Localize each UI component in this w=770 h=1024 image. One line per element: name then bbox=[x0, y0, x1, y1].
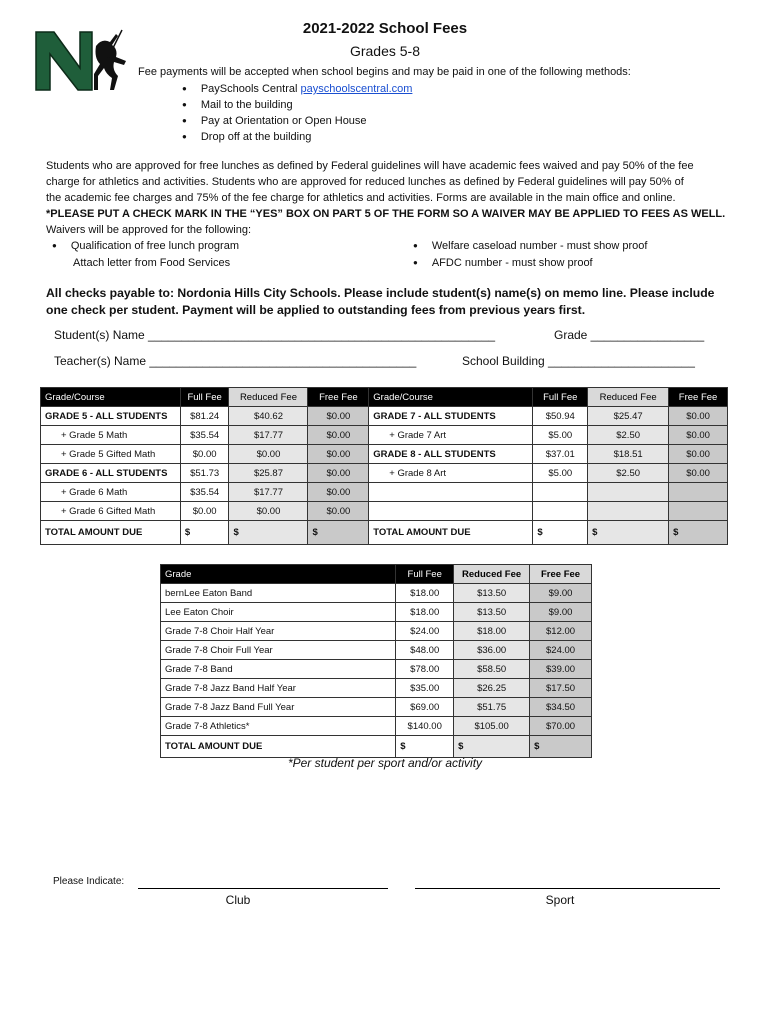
waiver-list-right bbox=[413, 238, 647, 272]
payschools-link[interactable]: payschoolscentral.com bbox=[300, 83, 413, 95]
grade-field[interactable]: Grade _________________ bbox=[554, 328, 705, 342]
waiver-item: ● AFDC number - must show proof bbox=[413, 255, 647, 272]
indicate-label: Please Indicate: bbox=[53, 876, 125, 887]
student-name-field[interactable]: Student(s) Name ____________________________________________________ bbox=[54, 328, 496, 342]
table-row: + Grade 6 Math $35.54 $17.77 $0.00 bbox=[41, 483, 728, 502]
total-row: TOTAL AMOUNT DUE $ $ $ TOTAL AMOUNT DUE $ $ $ bbox=[41, 521, 728, 545]
total-free-input[interactable]: $ bbox=[530, 736, 592, 758]
table-row: GRADE 6 - ALL STUDENTS $51.73 $25.87 $0.00 + Grade 8 Art $5.00 $2.50 $0.00 bbox=[41, 464, 728, 483]
table-row: bernLee Eaton Band $18.00 $13.50 $9.00 bbox=[161, 584, 592, 603]
per-student-note: *Per student per sport and/or activity bbox=[287, 756, 483, 770]
school-logo bbox=[34, 28, 138, 94]
table-row: Grade 7-8 Band $78.00 $58.50 $39.00 bbox=[161, 660, 592, 679]
checks-notice: All checks payable to: Nordonia Hills City Schools. Please include student(s) name(s) on memo line. Please include one check per student. Payment will be applied to outstanding fees from previous years first. bbox=[46, 286, 715, 317]
sport-label: Sport bbox=[545, 893, 575, 907]
table-row: + Grade 5 Math $35.54 $17.77 $0.00 + Grade 7 Art $5.00 $2.50 $0.00 bbox=[41, 426, 728, 445]
total-reduced-input[interactable]: $ bbox=[229, 521, 308, 545]
table-row: GRADE 5 - ALL STUDENTS $81.24 $40.62 $0.00 GRADE 7 - ALL STUDENTS $50.94 $25.47 $0.00 bbox=[41, 407, 728, 426]
total-full-input[interactable]: $ bbox=[180, 521, 229, 545]
waiver-list-left bbox=[52, 238, 239, 271]
table-header: Grade/Course Full Fee Reduced Fee Free Fee Grade/Course Full Fee Reduced Fee Free Fee bbox=[41, 388, 728, 407]
method-item: ● Drop off at the building bbox=[182, 129, 412, 145]
payment-methods bbox=[182, 81, 412, 145]
method-item: ● Pay at Orientation or Open House bbox=[182, 113, 412, 129]
school-building-field[interactable]: School Building ______________________ bbox=[462, 354, 695, 368]
sport-line[interactable] bbox=[415, 888, 720, 889]
club-label: Club bbox=[225, 893, 251, 907]
payment-intro: Fee payments will be accepted when school begins and may be paid in one of the following methods: bbox=[138, 66, 631, 78]
method-item: ● PaySchools Central payschoolscentral.com bbox=[182, 81, 412, 97]
waiver-item: ● Qualification of free lunch program bbox=[52, 238, 239, 255]
total-reduced-input[interactable]: $ bbox=[588, 521, 669, 545]
total-free-input[interactable]: $ bbox=[669, 521, 728, 545]
table-row: Grade 7-8 Jazz Band Half Year $35.00 $26.25 $17.50 bbox=[161, 679, 592, 698]
policy-paragraph: Students who are approved for free lunches as defined by Federal guidelines will have academic fees waived and pay 50% of the fee charge for athletics and activities. Students who are approved for reduced lunches as defined by Federal guidelines will pay 50% of the academic fee charges and 75% of the fee charge for athletics and activities. Forms are available in the main office and online. *PLEASE PUT A CHECK MARK IN THE “YES” BOX ON PART 5 OF THE FORM SO A WAIVER MAY BE APPLIED TO FEES AS WELL. Waivers will be approved for the following: bbox=[46, 160, 726, 236]
table-row: Grade 7-8 Choir Full Year $48.00 $36.00 $24.00 bbox=[161, 641, 592, 660]
total-row: TOTAL AMOUNT DUE $ $ $ bbox=[161, 736, 592, 758]
teacher-name-field[interactable]: Teacher(s) Name ________________________________________ bbox=[54, 354, 417, 368]
grade-fees-table bbox=[40, 387, 728, 545]
method-item: ● Mail to the building bbox=[182, 97, 412, 113]
table-row: + Grade 6 Gifted Math $0.00 $0.00 $0.00 bbox=[41, 502, 728, 521]
waiver-item: ● Welfare caseload number - must show proof bbox=[413, 238, 647, 255]
table-row: Grade 7-8 Choir Half Year $24.00 $18.00 $12.00 bbox=[161, 622, 592, 641]
table-header: Grade Full Fee Reduced Fee Free Fee bbox=[161, 565, 592, 584]
total-full-input[interactable]: $ bbox=[533, 521, 588, 545]
total-full-input[interactable]: $ bbox=[396, 736, 454, 758]
activity-fees-table bbox=[160, 564, 592, 758]
total-free-input[interactable]: $ bbox=[308, 521, 369, 545]
total-reduced-input[interactable]: $ bbox=[454, 736, 530, 758]
page-title: 2021-2022 School Fees bbox=[302, 20, 468, 37]
page-subtitle: Grades 5-8 bbox=[349, 43, 421, 59]
waiver-instruction: *PLEASE PUT A CHECK MARK IN THE “YES” BOX ON PART 5 OF THE FORM SO A WAIVER MAY BE APPLIED TO FEES AS WELL. bbox=[46, 208, 726, 220]
club-line[interactable] bbox=[138, 888, 388, 889]
table-row: Grade 7-8 Athletics* $140.00 $105.00 $70.00 bbox=[161, 717, 592, 736]
table-row: Grade 7-8 Jazz Band Full Year $69.00 $51.75 $34.50 bbox=[161, 698, 592, 717]
table-row: + Grade 5 Gifted Math $0.00 $0.00 $0.00 GRADE 8 - ALL STUDENTS $37.01 $18.51 $0.00 bbox=[41, 445, 728, 464]
waiver-note: Attach letter from Food Services bbox=[73, 257, 231, 269]
table-row: Lee Eaton Choir $18.00 $13.50 $9.00 bbox=[161, 603, 592, 622]
